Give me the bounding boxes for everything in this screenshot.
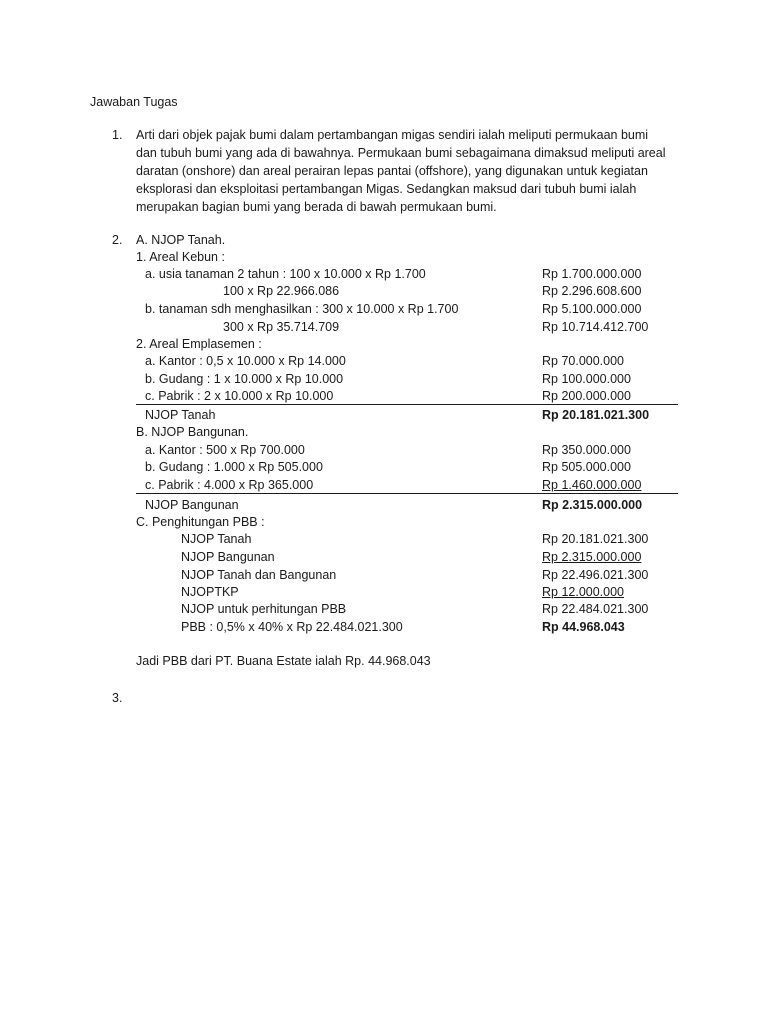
row-label: NJOP Bangunan	[145, 498, 239, 512]
calc-row	[0, 566, 768, 584]
calc-row	[0, 352, 768, 370]
row-amount: Rp 2.315.000.000	[542, 498, 643, 512]
row-label: c. Pabrik : 4.000 x Rp 365.000	[145, 478, 314, 492]
calc-row	[0, 318, 768, 336]
calc-row	[0, 513, 768, 531]
q1-line: daratan (onshore) dan areal perairan lepas pantai (offshore), yang digunakan untuk kegiatan	[136, 164, 648, 178]
row-label: C. Penghitungan PBB :	[136, 515, 265, 529]
subtotal-row	[0, 496, 768, 514]
row-amount: Rp 70.000.000	[542, 354, 625, 368]
row-label: NJOP Tanah	[145, 408, 216, 422]
calc-row	[0, 282, 768, 300]
row-amount: Rp 44.968.043	[542, 620, 625, 634]
calc-row	[0, 476, 768, 494]
row-amount: Rp 2.315.000.000	[542, 550, 642, 564]
calc-row	[0, 335, 768, 353]
row-amount: Rp 1.700.000.000	[542, 267, 642, 281]
q1-line: eksplorasi dan eksploitasi pertambangan Migas. Sedangkan maksud dari tubuh bumi ialah	[136, 182, 637, 196]
calc-row	[0, 231, 768, 249]
calc-row	[0, 387, 768, 405]
row-amount: Rp 1.460.000.000	[542, 478, 642, 492]
q1-number: 1.	[112, 128, 123, 142]
calc-row	[0, 548, 768, 566]
row-amount: Rp 10.714.412.700	[542, 320, 649, 334]
row-amount: Rp 505.000.000	[542, 460, 631, 474]
row-amount: Rp 22.484.021.300	[542, 602, 649, 616]
row-amount: Rp 20.181.021.300	[542, 532, 649, 546]
row-amount: Rp 20.181.021.300	[542, 408, 650, 422]
subtotal-rule	[136, 493, 678, 494]
row-label: A. NJOP Tanah.	[136, 233, 226, 247]
subtotal-row	[0, 406, 768, 424]
q1-line: Arti dari objek pajak bumi dalam pertambangan migas sendiri ialah meliputi permukaan bumi	[136, 128, 649, 142]
row-amount: Rp 200.000.000	[542, 389, 631, 403]
row-label: b. tanaman sdh menghasilkan : 300 x 10.000 x Rp 1.700	[145, 302, 459, 316]
row-label: a. usia tanaman 2 tahun : 100 x 10.000 x Rp 1.700	[145, 267, 426, 281]
row-amount: Rp 2.296.608.600	[542, 284, 642, 298]
row-label: 2. Areal Emplasemen :	[136, 337, 262, 351]
row-label: b. Gudang : 1.000 x Rp 505.000	[145, 460, 323, 474]
row-label: NJOPTKP	[181, 585, 239, 599]
total-row	[0, 618, 768, 636]
calc-row	[0, 300, 768, 318]
row-amount: Rp 12.000.000	[542, 585, 625, 599]
row-label: a. Kantor : 0,5 x 10.000 x Rp 14.000	[145, 354, 346, 368]
q1-paragraph	[136, 126, 676, 216]
document-title: Jawaban Tugas	[90, 95, 178, 109]
q3-number: 3.	[112, 691, 123, 705]
row-label: a. Kantor : 500 x Rp 700.000	[145, 443, 305, 457]
calc-row	[0, 423, 768, 441]
row-label: NJOP Tanah	[181, 532, 252, 546]
q1-line: merupakan bagian bumi yang berada di bawah permukaan bumi.	[136, 200, 497, 214]
row-label: c. Pabrik : 2 x 10.000 x Rp 10.000	[145, 389, 334, 403]
q2-conclusion: Jadi PBB dari PT. Buana Estate ialah Rp. 44.968.043	[136, 654, 431, 668]
row-label: 300 x Rp 35.714.709	[223, 320, 340, 334]
row-label: B. NJOP Bangunan.	[136, 425, 249, 439]
calc-row	[0, 265, 768, 283]
calc-row	[0, 248, 768, 266]
row-label: b. Gudang : 1 x 10.000 x Rp 10.000	[145, 372, 344, 386]
row-label: 1. Areal Kebun :	[136, 250, 225, 264]
row-amount: Rp 350.000.000	[542, 443, 631, 457]
calc-row	[0, 458, 768, 476]
calc-row	[0, 441, 768, 459]
q1-line: dan tubuh bumi yang ada di bawahnya. Permukaan bumi sebagaimana dimaksud meliputi areal	[136, 146, 666, 160]
row-label: 100 x Rp 22.966.086	[223, 284, 340, 298]
row-label: NJOP Bangunan	[181, 550, 275, 564]
calc-row	[0, 583, 768, 601]
row-amount: Rp 100.000.000	[542, 372, 631, 386]
row-label: NJOP untuk perhitungan PBB	[181, 602, 347, 616]
row-amount: Rp 22.496.021.300	[542, 568, 649, 582]
subtotal-rule	[136, 404, 678, 405]
q2-number: 2.	[112, 233, 123, 247]
row-label: PBB : 0,5% x 40% x Rp 22.484.021.300	[181, 620, 403, 634]
row-label: NJOP Tanah dan Bangunan	[181, 568, 337, 582]
calc-row	[0, 530, 768, 548]
row-amount: Rp 5.100.000.000	[542, 302, 642, 316]
calc-row	[0, 600, 768, 618]
calc-row	[0, 370, 768, 388]
